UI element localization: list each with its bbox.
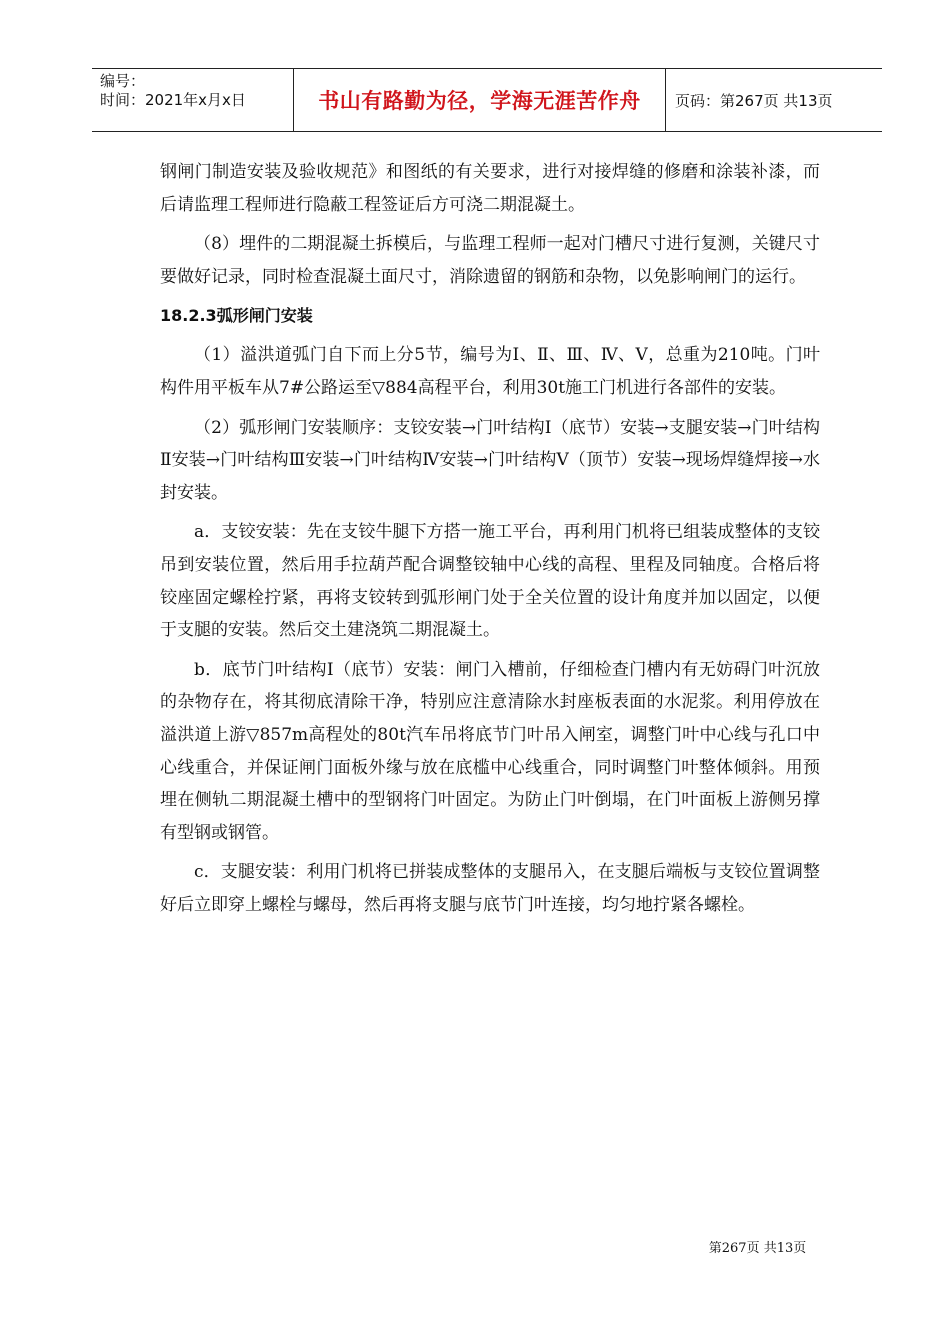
document-body — [160, 156, 820, 928]
number-label: 编号： — [100, 72, 146, 90]
page-footer: 第267页 共13页 — [708, 1241, 807, 1256]
paragraph: c．支腿安装：利用门机将已拼装成整体的支腿吊入，在支腿后端板与支铰位置调整好后立即穿上螺栓与螺母，然后再将支腿与底节门叶连接，均匀地拧紧各螺栓。 — [160, 862, 820, 915]
paragraph: b．底节门叶结构Ⅰ（底节）安装：闸门入槽前，仔细检查门槽内有无妨碍门叶沉放的杂物存在，将其彻底清除干净，特别应注意清除水封座板表面的水泥浆。利用停放在溢洪道上游▽857m高程处的80t汽车吊将底节门叶吊入闸室，调整门叶中心线与孔口中心线重合，并保证闸门面板外缘与放在底槛中心线重合，同时调整门叶整体倾斜。用预埋在侧轨二期混凝土槽中的型钢将门叶固定。为防止门叶倒塌，在门叶面板上游侧另撑有型钢或钢管。 — [160, 659, 820, 843]
paragraph: a．支铰安装：先在支铰牛腿下方搭一施工平台，再利用门机将已组装成整体的支铰吊到安装位置，然后用手拉葫芦配合调整铰轴中心线的高程、里程及同轴度。合格后将铰座固定螺栓拧紧，再将支铰转到弧形闸门处于全关位置的设计角度并加以固定，以便于支腿的安装。然后交土建浇筑二期混凝土。 — [160, 522, 820, 641]
header-page-label: 页码：第267页 共13页 — [675, 91, 833, 110]
page-header — [92, 68, 882, 132]
section-heading: 18.2.3弧形闸门安装 — [160, 306, 313, 326]
header-divider — [665, 69, 666, 131]
date-label: 时间：2021年x月x日 — [100, 91, 246, 109]
header-motto: 书山有路勤为径，学海无涯苦作舟 — [318, 89, 641, 113]
paragraph: （2）弧形闸门安装顺序：支铰安装→门叶结构Ⅰ（底节）安装→支腿安装→门叶结构Ⅱ安装→门叶结构Ⅲ安装→门叶结构Ⅳ安装→门叶结构Ⅴ（顶节）安装→现场焊缝焊接→水封安装。 — [160, 417, 820, 503]
header-left-cell — [100, 69, 292, 131]
paragraph: （8）埋件的二期混凝土拆模后，与监理工程师一起对门槽尺寸进行复测，关键尺寸要做好记录，同时检查混凝土面尺寸，消除遗留的钢筋和杂物，以免影响闸门的运行。 — [160, 234, 820, 287]
paragraph: （1）溢洪道弧门自下而上分5节，编号为Ⅰ、Ⅱ、Ⅲ、Ⅳ、Ⅴ，总重为210吨。门叶构件用平板车从7#公路运至▽884高程平台，利用30t施工门机进行各部件的安装。 — [160, 345, 820, 398]
paragraph: 钢闸门制造安装及验收规范》和图纸的有关要求，进行对接焊缝的修磨和涂装补漆，而后请监理工程师进行隐蔽工程签证后方可浇二期混凝土。 — [160, 162, 820, 215]
